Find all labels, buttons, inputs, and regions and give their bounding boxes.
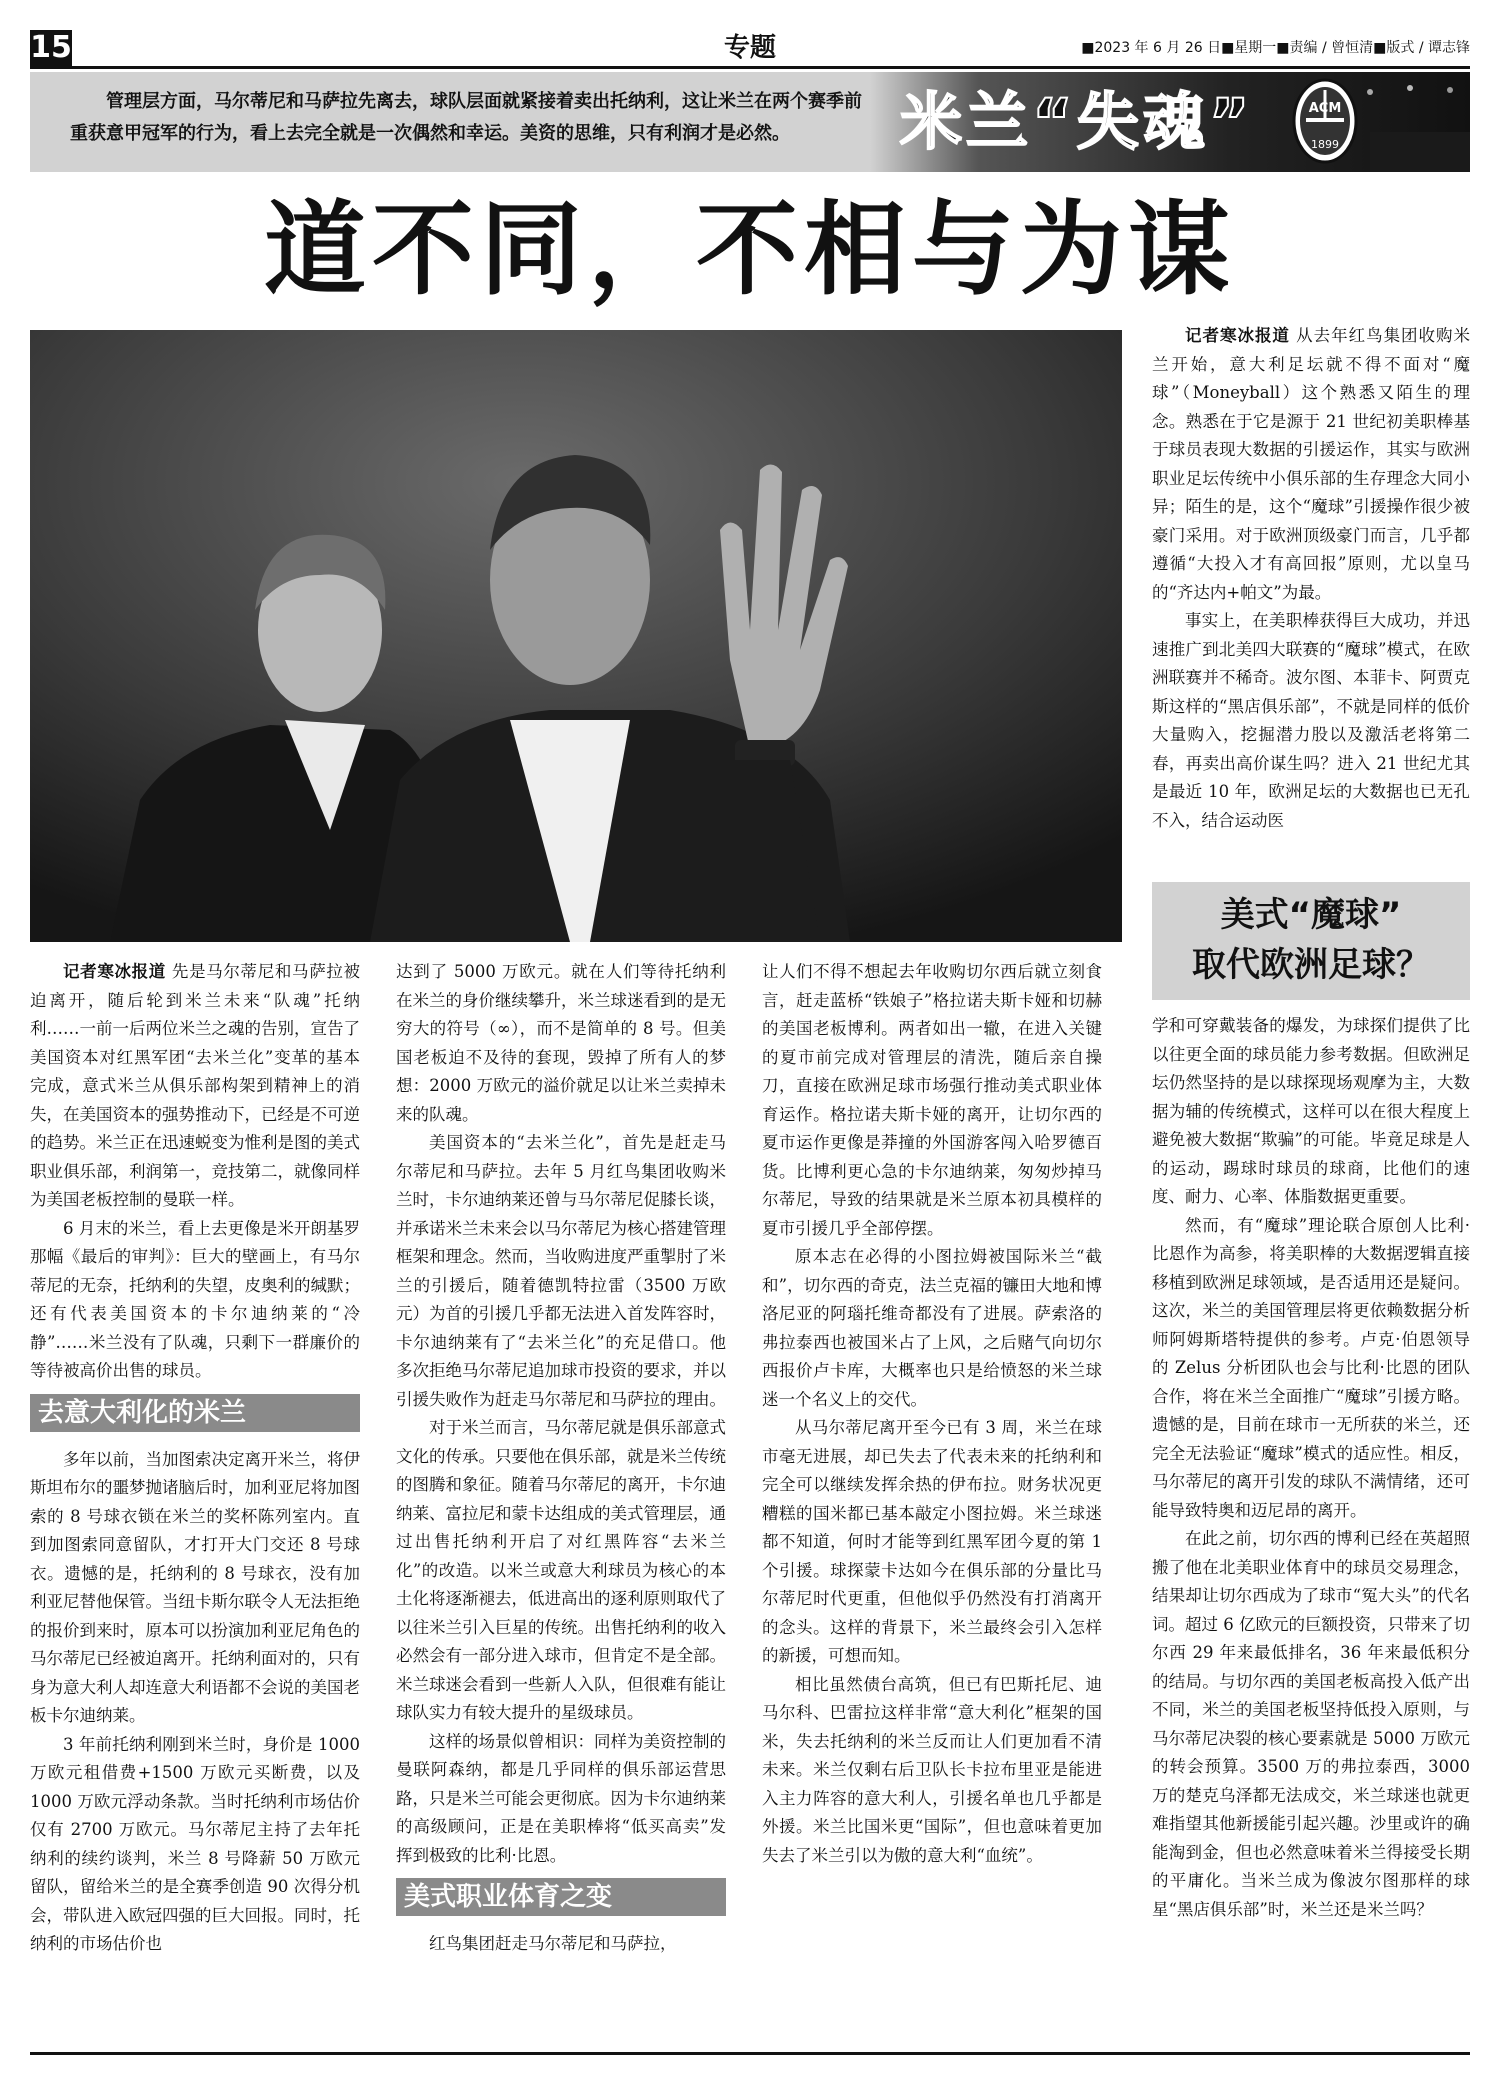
side-headline-box [1152, 882, 1470, 1000]
ac-milan-crest-icon [1292, 78, 1358, 164]
feature-title: 米兰“失魂” [900, 85, 1254, 158]
byline: 记者寒冰报道 [63, 962, 166, 981]
photo-illustration [30, 330, 1122, 942]
article-column-1 [30, 958, 360, 1959]
paragraph: 从马尔蒂尼离开至今已有 3 周，米兰在球市毫无进展，却已失去了代表未来的托纳利和完全可以继续发挥余热的伊布拉。财务状况更糟糕的国米都已基本敲定小图拉姆。米兰球迷都不知道，何时才能等到红黑军团今夏的第 1 个引援。球探蒙卡达如今在俱乐部的分量比马尔蒂尼时代更重，但他似乎仍然没有打消离开的念头。这样的背景下，米兰最终会引入怎样的新援，可想而知。 [762, 1418, 1102, 1665]
paragraph: 对于米兰而言，马尔蒂尼就是俱乐部意式文化的传承。只要他在俱乐部，就是米兰传统的图腾和象征。随着马尔蒂尼的离开，卡尔迪纳莱、富拉尼和蒙卡达组成的美式管理层，通过出售托纳利开启了对红黑阵容“去米兰化”的改造。以米兰或意大利球员为核心的本土化将逐渐褪去，低进高出的逐利原则取代了以往米兰引入巨星的传统。出售托纳利的收入必然会有一部分进入球市，但肯定不是全部。米兰球迷会看到一些新人入队，但很难有能让球队实力有较大提升的星级球员。 [396, 1418, 726, 1722]
article-column-2 [396, 958, 726, 1959]
feature-banner [30, 72, 1470, 172]
byline: 记者寒冰报道 [1185, 326, 1290, 345]
article-photo [30, 330, 1122, 942]
paragraph: 事实上，在美职棒获得巨大成功，并迅速推广到北美四大联赛的“魔球”模式，在欧洲联赛并不稀奇。波尔图、本菲卡、阿贾克斯这样的“黑店俱乐部”，不就是同样的低价大量购入，挖掘潜力股以及激活老将第二春，再卖出高价谋生吗？进入 21 世纪尤其是最近 10 年，欧洲足坛的大数据也已无孔不入，结合运动医 [1152, 611, 1470, 830]
paragraph: 然而，有“魔球”理论联合原创人比利·比恩作为高参，将美职棒的大数据逻辑直接移植到欧洲足球领域，是否适用还是疑问。这次，米兰的美国管理层将更依赖数据分析师阿姆斯塔特提供的参考。卢克·伯恩领导的 Zelus 分析团队也会与比利·比恩的团队合作，将在米兰全面推广“魔球”引援方略。遗憾的是，目前在球市一无所获的米兰，还完全无法验证“魔球”模式的适应性。相反，马尔蒂尼的离开引发的球队不满情绪，还可能导致特奥和迈尼昂的离开。 [1152, 1215, 1470, 1520]
subhead-1: 去意大利化的米兰 [30, 1394, 360, 1432]
paragraph: 让人们不得不想起去年收购切尔西后就立刻食言，赶走蓝桥“铁娘子”格拉诺夫斯卡娅和切赫的美国老板博利。两者如出一辙，在进入关键的夏市前完成对管理层的清洗，随后亲自操刀，直接在欧洲足球市场强行推动美式职业体育运作。格拉诺夫斯卡娅的离开，让切尔西的夏市运作更像是莽撞的外国游客闯入哈罗德百货。比博利更心急的卡尔迪纳莱，匆匆炒掉马尔蒂尼，导致的结果就是米兰原本初具模样的夏市引援几乎全部停摆。 [762, 962, 1102, 1238]
paragraph: 这样的场景似曾相识：同样为美资控制的曼联阿森纳，都是几乎同样的俱乐部运营思路，只是米兰可能会更彻底。因为卡尔迪纳莱的高级顾问，正是在美职棒将“低买高卖”发挥到极致的比利·比恩。 [396, 1731, 726, 1865]
article-column-3 [762, 958, 1102, 1870]
crest-text: ACM [1308, 101, 1342, 116]
paragraph: 相比虽然债台高筑，但已有巴斯托尼、迪马尔科、巴雷拉这样非常“意大利化”框架的国米，失去托纳利的米兰反而让人们更加看不清未来。米兰仅剩右后卫队长卡拉布里亚是能进入主力阵容的意大利人，引援名单也几乎都是外援。米兰比国米更“国际”，但也意味着更加失去了米兰引以为傲的意大利“血统”。 [762, 1674, 1102, 1865]
paragraph: 多年以前，当加图索决定离开米兰，将伊斯坦布尔的噩梦抛诸脑后时，加利亚尼将加图索的 8 号球衣锁在米兰的奖杯陈列室内。直到加图索同意留队，才打开大门交还 8 号球衣。遗憾的是，托纳利的 8 号球衣，没有加利亚尼替他保管。当纽卡斯尔联令人无法拒绝的报价到来时，原本可以扮演加利亚尼角色的马尔蒂尼已经被迫离开。托纳利面对的，只有身为意大利人却连意大利语都不会说的美国老板卡尔迪纳莱。 [30, 1449, 360, 1725]
side-headline-line-2: 取代欧洲足球？ [1192, 945, 1430, 985]
paragraph: 在此之前，切尔西的博利已经在英超照搬了他在北美职业体育中的球员交易理念，结果却让切尔西成为了球市“冤大头”的代名词。超过 6 亿欧元的巨额投资，只带来了切尔西 29 年来最低排名，36 年来最低积分的结局。与切尔西的美国老板高投入低产出不同，米兰的美国老板坚持低投入原则，与马尔蒂尼决裂的核心要素就是 5000 万欧元的转会预算。3500 万的弗拉泰西，3000 万的楚克乌泽都无法成交，米兰球迷也就更难指望其他新援能引起兴趣。沙里或许的确能淘到金，但也必然意味着米兰得接受长期的平庸化。当米兰成为像波尔图那样的球星“黑店俱乐部”时，米兰还是米兰吗？ [1152, 1529, 1470, 1919]
paragraph: 从去年红鸟集团收购米兰开始，意大利足坛就不得不面对“魔球”（Moneyball）这个熟悉又陌生的理念。熟悉在于它是源于 21 世纪初美职棒基于球员表现大数据的引援运作，其实与欧洲职业足坛传统中小俱乐部的生存理念大同小异；陌生的是，这个“魔球”引援操作很少被豪门采用。对于欧洲顶级豪门而言，几乎都遵循“大投入才有高回报”原则，尤以皇马的“齐达内+帕文”为最。 [1152, 326, 1470, 602]
paragraph: 原本志在必得的小图拉姆被国际米兰“截和”，切尔西的奇克，法兰克福的镰田大地和博洛尼亚的阿瑙托维奇都没有了进展。萨索洛的弗拉泰西也被国米占了上风，之后赌气向切尔西报价卢卡库，大概率也只是给愤怒的米兰球迷一个名义上的交代。 [762, 1247, 1102, 1409]
crest-year: 1899 [1311, 138, 1339, 151]
bottom-rule [30, 2052, 1470, 2055]
side-article-bottom [1152, 1012, 1470, 1924]
page-number: 15 [30, 30, 72, 65]
paragraph: 6 月末的米兰，看上去更像是米开朗基罗那幅《最后的审判》：巨大的壁画上，有马尔蒂尼的无奈，托纳利的失望，皮奥利的缄默；还有代表美国资本的卡尔迪纳莱的“冷静”……米兰没有了队魂，只剩下一群廉价的等待被高价出售的球员。 [30, 1218, 360, 1380]
paragraph: 3 年前托纳利刚到米兰时，身价是 1000 万欧元租借费+1500 万欧元买断费，以及 1000 万欧元浮动条款。当时托纳利市场估价仅有 2700 万欧元。马尔蒂尼主持了去年托纳利的续约谈判，米兰 8 号降薪 50 万欧元留队，留给米兰的是全赛季创造 90 次得分机会，带队进入欧冠四强的巨大回报。同时，托纳利的市场估价也 [30, 1734, 360, 1953]
paragraph: 先是马尔蒂尼和马萨拉被迫离开，随后轮到米兰未来“队魂”托纳利……一前一后两位米兰之魂的告别，宣告了美国资本对红黑军团“去米兰化”变革的基本完成，意式米兰从俱乐部构架到精神上的消失，在美国资本的强势推动下，已经是不可逆的趋势。米兰正在迅速蜕变为惟利是图的美式职业俱乐部，利润第一，竞技第二，就像同样为美国老板控制的曼联一样。 [30, 962, 361, 1209]
headline: 道不同，不相与为谋 [264, 190, 1236, 310]
banner-lede: 管理层方面，马尔蒂尼和马萨拉先离去，球队层面就紧接着卖出托纳利，这让米兰在两个赛季前重获意甲冠军的行为，看上去完全就是一次偶然和幸运。美资的思维，只有利润才是必然。 [70, 91, 862, 144]
side-article-top [1152, 322, 1470, 872]
paragraph: 学和可穿戴装备的爆发，为球探们提供了比以往更全面的球员能力参考数据。但欧洲足坛仍然坚持的是以球探现场观摩为主，大数据为辅的传统模式，这样可以在很大程度上避免被大数据“欺骗”的可能。毕竟足球是人的运动，踢球时球员的球商，比他们的速度、耐力、心率、体脂数据更重要。 [1152, 1016, 1470, 1206]
paragraph: 美国资本的“去米兰化”，首先是赶走马尔蒂尼和马萨拉。去年 5 月红鸟集团收购米兰时，卡尔迪纳莱还曾与马尔蒂尼促膝长谈，并承诺米兰未来会以马尔蒂尼为核心搭建管理框架和理念。然而，当收购进度严重掣肘了米兰的引援后，随着德凯特拉雷（3500 万欧元）为首的引援几乎都无法进入首发阵容时，卡尔迪纳莱有了“去米兰化”的充足借口。他多次拒绝马尔蒂尼追加球市投资的要求，并以引援失败作为赶走马尔蒂尼和马萨拉的理由。 [396, 1133, 726, 1409]
dateline: ■2023 年 6 月 26 日■星期一■责编 / 曾恒清■版式 / 谭志锋 [1081, 40, 1470, 56]
paragraph: 红鸟集团赶走马尔蒂尼和马萨拉， [429, 1934, 677, 1953]
subhead-2: 美式职业体育之变 [396, 1878, 726, 1916]
section-title: 专题 [723, 33, 776, 63]
side-headline-line-1: 美式“魔球” [1220, 895, 1402, 935]
paragraph: 达到了 5000 万欧元。就在人们等待托纳利在米兰的身价继续攀升，米兰球迷看到的是无穷大的符号（∞），而不是简单的 8 号。但美国老板迫不及待的套现，毁掉了所有人的梦想：2000 万欧元的溢价就足以让米兰卖掉未来的队魂。 [396, 962, 726, 1124]
top-rule [30, 66, 1470, 69]
